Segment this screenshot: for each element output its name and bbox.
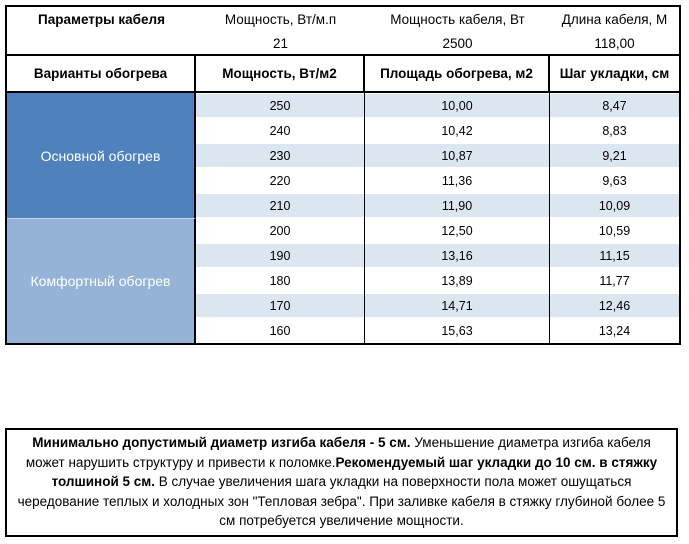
power-cell: 220 [196,168,365,193]
params-col-cable-power-label: Мощность кабеля, Вт [390,12,525,27]
power-cell: 240 [196,118,365,143]
area-cell: 14,71 [365,293,550,318]
area-cell: 13,89 [365,268,550,293]
header-step: Шаг укладки, см [559,66,670,81]
note-segment: Минимально допустимый диаметр изгиба кабеля - 5 см. [32,435,411,450]
step-cell: 8,83 [602,123,627,138]
step-cell: 10,59 [598,223,631,238]
note-segment: Рекомендуемый шаг укладки до 10 см. в стяжку толшиной 5 см. [51,454,658,489]
power-cell: 200 [196,218,365,243]
step-cell: 11,77 [599,273,630,288]
step-cell: 8,47 [550,93,679,118]
area-cell: 15,63 [365,318,550,343]
area-cell: 11,90 [365,193,550,218]
note-box [5,428,678,537]
step-cell: 13,24 [598,323,631,338]
step-cell: 9,21 [550,143,679,168]
data-grid [7,93,679,343]
header-variants: Варианты обогрева [7,56,196,91]
params-cable-length-value: 118,00 [594,35,635,51]
area-cell: 10,00 [365,93,550,118]
power-cell: 180 [196,268,365,293]
area-cell: 10,87 [365,143,550,168]
area-cell: 12,50 [365,218,550,243]
params-title: Параметры кабеля [38,12,165,27]
header-power: Мощность, Вт/м2 [196,56,365,91]
power-cell: 190 [196,243,365,268]
params-empty-cell [7,32,196,54]
step-cell: 12,46 [550,293,679,318]
area-cell: 10,42 [365,118,550,143]
power-cell: 230 [196,143,365,168]
step-cell: 11,15 [550,243,679,268]
power-cell: 170 [196,293,365,318]
note-segment: Уменьшение диаметра изгиба кабеля может нарушить структуру и привести к поломке. [25,435,651,470]
section-comfort-heating: Комфортный обогрев [7,218,196,343]
params-col-cable-length-label: Длина кабеля, М [561,12,668,27]
heating-table-header-row [7,56,679,93]
cable-params-section [7,7,679,56]
cable-parameters-table [5,5,681,345]
step-cell: 10,09 [550,193,679,218]
area-cell: 11,36 [365,168,550,193]
area-cell: 13,16 [365,243,550,268]
power-cell: 160 [196,318,365,343]
power-cell: 250 [196,93,365,118]
power-cell: 210 [196,193,365,218]
params-col-power-per-m-label: Мощность, Вт/м.п [224,12,337,27]
header-area: Площадь обогрева, м2 [365,56,550,91]
params-cable-power-value: 2500 [442,35,473,51]
step-cell: 9,63 [602,173,627,188]
note-segment: В случае увеличения шага укладки на поверхности пола может ошущаться чередование теплых и холодных зон "Тепловая зебра". При заливке кабеля в стяжку глубиной более 5 см потребуется увеличение мощности. [17,474,666,528]
params-power-per-m-value: 21 [272,35,289,51]
section-main-heating: Основной обогрев [7,93,196,218]
